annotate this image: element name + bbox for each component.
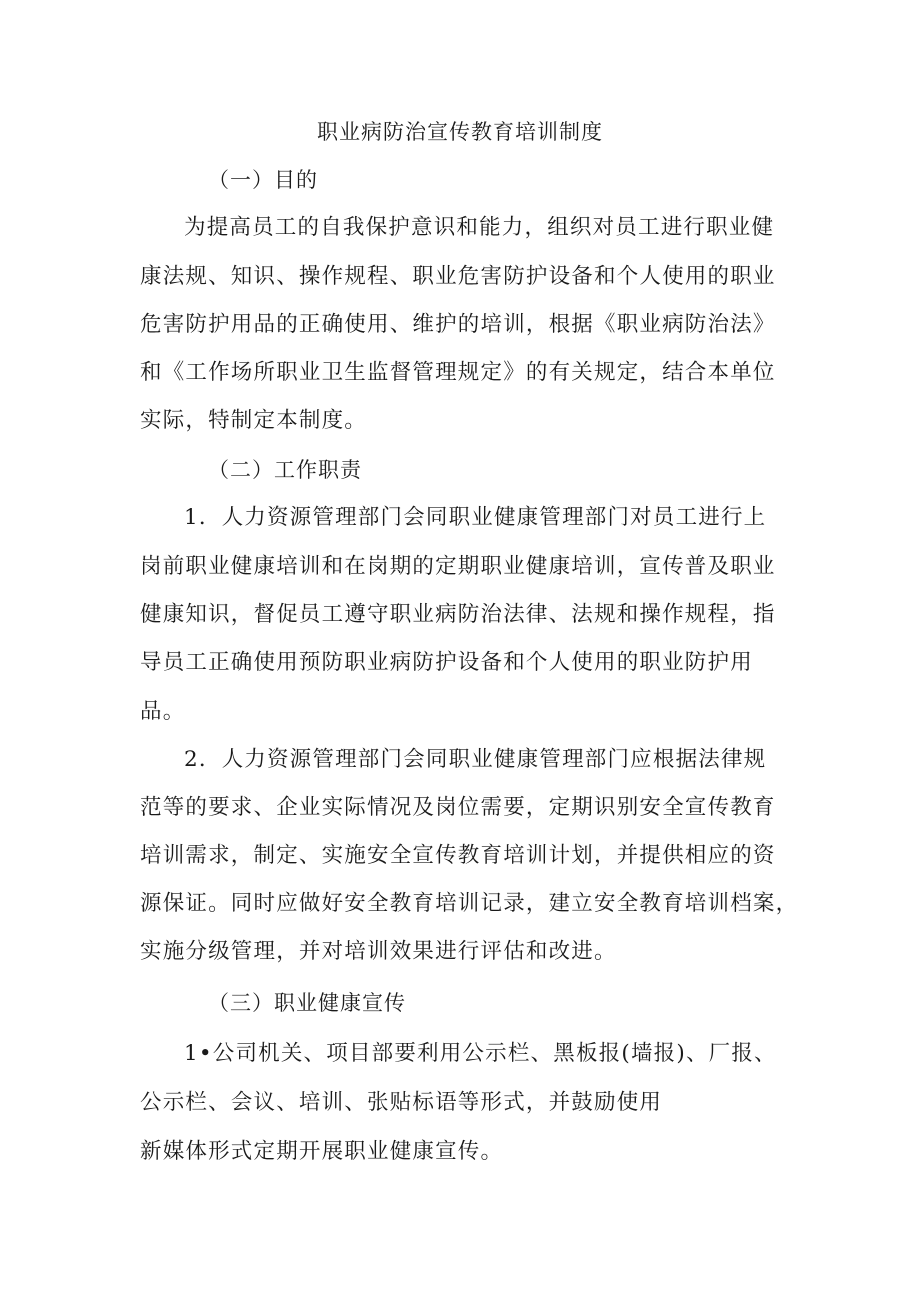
paragraph-line: 公示栏、会议、培训、张贴标语等形式，并鼓励使用 — [140, 1090, 663, 1115]
paragraph-line: 导员工正确使用预防职业病防护设备和个人使用的职业防护用 — [140, 650, 753, 675]
paragraph-line: 危害防护用品的正确使用、维护的培训，根据《职业病防治法》 — [140, 312, 776, 337]
paragraph-line: 岗前职业健康培训和在岗期的定期职业健康培训，宣传普及职业 — [140, 554, 776, 579]
paragraph-line: 培训需求，制定、实施安全宣传教育培训计划，并提供相应的资 — [140, 843, 776, 868]
paragraph-line: 1•公司机关、项目部要利用公示栏、黑板报(墙报)、厂报、 — [184, 1041, 777, 1066]
section-heading-publicity: （三）职业健康宣传 — [208, 991, 406, 1015]
paragraph-line: 为提高员工的自我保护意识和能力，组织对员工进行职业健 — [184, 215, 775, 240]
section-heading-purpose: （一）目的 — [208, 168, 318, 192]
paragraph-line: 康法规、知识、操作规程、职业危害防护设备和个人使用的职业 — [140, 264, 776, 289]
paragraph-line: 品。 — [140, 699, 186, 724]
paragraph-line: 1．人力资源管理部门会同职业健康管理部门对员工进行上 — [184, 505, 767, 530]
paragraph-line: 范等的要求、企业实际情况及岗位需要，定期识别安全宣传教育 — [140, 795, 776, 820]
paragraph-line: 源保证。同时应做好安全教育培训记录，建立安全教育培训档案， — [140, 891, 799, 916]
paragraph-line: 健康知识，督促员工遵守职业病防治法律、法规和操作规程，指 — [140, 602, 776, 627]
paragraph-line: 实际，特制定本制度。 — [140, 408, 368, 433]
document-title: 职业病防治宣传教育培训制度 — [317, 120, 603, 144]
paragraph-line: 新媒体形式定期开展职业健康宣传。 — [140, 1139, 504, 1164]
paragraph-line: 2．人力资源管理部门会同职业健康管理部门应根据法律规 — [184, 747, 767, 772]
section-heading-duties: （二）工作职责 — [208, 458, 362, 482]
paragraph-line: 实施分级管理，并对培训效果进行评估和改进。 — [140, 939, 617, 964]
paragraph-line: 和《工作场所职业卫生监督管理规定》的有关规定，结合本单位 — [140, 360, 776, 385]
